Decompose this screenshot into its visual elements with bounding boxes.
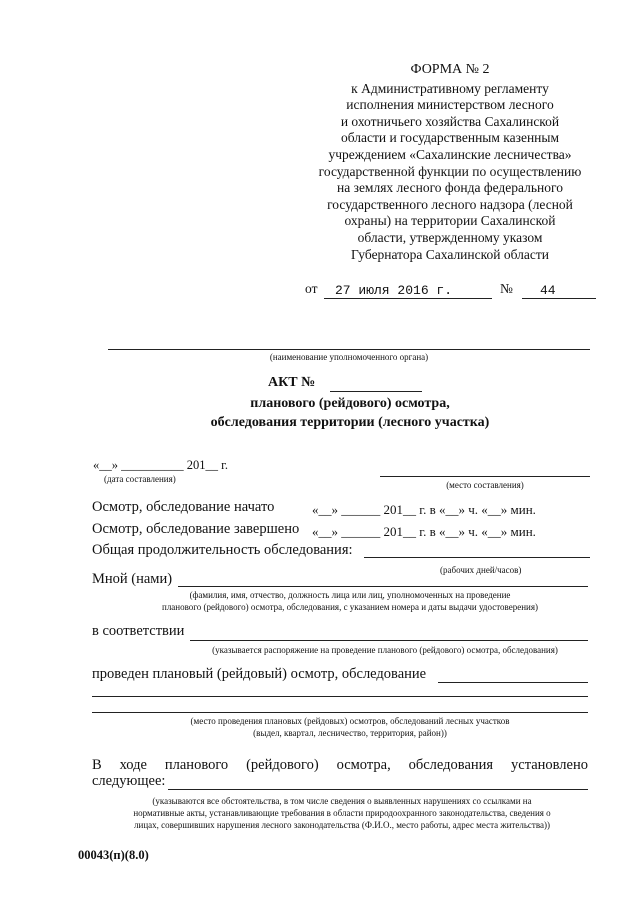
- conducted-label: проведен плановый (рейдовый) осмотр, обследование: [92, 666, 427, 682]
- conducted-caption-1: (место проведения плановых (рейдовых) осмотров, обследований лесных участков: [190, 716, 510, 726]
- by-me-field[interactable]: [178, 586, 588, 587]
- end-fields[interactable]: «__» ______ 201__ г. в «__» ч. «__» мин.: [312, 524, 536, 539]
- start-label: Осмотр, обследование начато: [92, 499, 275, 515]
- header-line: государственной функции по осуществлению: [318, 163, 582, 179]
- start-fields[interactable]: «__» ______ 201__ г. в «__» ч. «__» мин.: [312, 502, 536, 517]
- header-line: исполнения министерством лесного: [346, 97, 554, 113]
- by-me-label: Мной (нами): [92, 571, 173, 587]
- established-caption-1: (указываются все обстоятельства, в том числе сведения о выявленных нарушениях со ссылками на: [152, 796, 532, 806]
- conducted-caption-2: (выдел, квартал, лесничество, территория, район)): [253, 728, 447, 738]
- header-line: Губернатора Сахалинской области: [351, 246, 549, 262]
- form-title: ФОРМА № 2: [410, 62, 490, 77]
- from-label: от: [305, 281, 318, 296]
- compile-place-caption: (место составления): [446, 480, 524, 490]
- conducted-field-3[interactable]: [92, 712, 588, 713]
- accordance-label: в соответствии: [92, 623, 185, 639]
- duration-caption: (рабочих дней/часов): [440, 565, 522, 575]
- form-number: 44: [540, 283, 556, 298]
- compile-place-field[interactable]: [380, 476, 590, 477]
- act-subtitle-1: планового (рейдового) осмотра,: [250, 396, 450, 411]
- accordance-caption: (указывается распоряжение на проведение планового (рейдового) осмотра, обследования): [212, 645, 558, 655]
- number-underline: [522, 298, 596, 299]
- act-subtitle-2: обследования территории (лесного участка): [210, 415, 490, 430]
- authority-field[interactable]: [108, 349, 590, 350]
- duration-label: Общая продолжительность обследования:: [92, 542, 353, 558]
- act-number-field[interactable]: [330, 391, 422, 392]
- end-label: Осмотр, обследование завершено: [92, 521, 300, 537]
- established-caption: [92, 795, 592, 831]
- established-line-2: следующее:: [92, 773, 166, 789]
- conducted-field-2[interactable]: [92, 696, 588, 697]
- by-me-caption-2: планового (рейдового) осмотра, обследования, с указанием номера и даты выдачи удостоверения): [162, 602, 538, 612]
- conducted-field-1[interactable]: [438, 682, 588, 683]
- header-line: области и государственным казенным: [340, 130, 560, 146]
- header-line: охраны) на территории Сахалинской: [344, 213, 556, 229]
- duration-field[interactable]: [364, 557, 590, 558]
- form-date: 27 июля 2016 г.: [335, 283, 453, 298]
- compile-date-caption: (дата составления): [104, 474, 176, 484]
- date-underline: [324, 298, 492, 299]
- compile-date-field[interactable]: «__» __________ 201__ г.: [93, 458, 228, 472]
- established-caption-2: нормативные акты, устанавливающие требования в области природоохранного законодательства, сведения о: [133, 808, 551, 818]
- by-me-caption-1: (фамилия, имя, отчество, должность лица или лиц, уполномоченных на проведение: [189, 590, 511, 600]
- header-line: области, утвержденному указом: [357, 229, 543, 245]
- number-label: №: [500, 281, 513, 296]
- footer-code: 00043(п)(8.0): [78, 848, 149, 862]
- act-title: АКТ №: [268, 375, 316, 390]
- header-line: на землях лесного фонда федерального: [337, 180, 563, 196]
- header-line: к Административному регламенту: [351, 80, 549, 96]
- established-caption-3: лицах, совершивших нарушения лесного законодательства (Ф.И.О., место работы, адрес места жительства)): [134, 820, 550, 830]
- accordance-field[interactable]: [190, 640, 588, 641]
- form-header: [290, 62, 610, 263]
- established-line-1: В ходе планового (рейдового) осмотра, обследования установлено: [92, 757, 588, 773]
- established-field[interactable]: [168, 789, 588, 790]
- header-line: учреждением «Сахалинские лесничества»: [328, 146, 572, 162]
- header-line: и охотничьего хозяйства Сахалинской: [340, 113, 560, 129]
- authority-caption: (наименование уполномоченного органа): [269, 352, 429, 362]
- header-line: государственного лесного надзора (лесной: [327, 196, 573, 212]
